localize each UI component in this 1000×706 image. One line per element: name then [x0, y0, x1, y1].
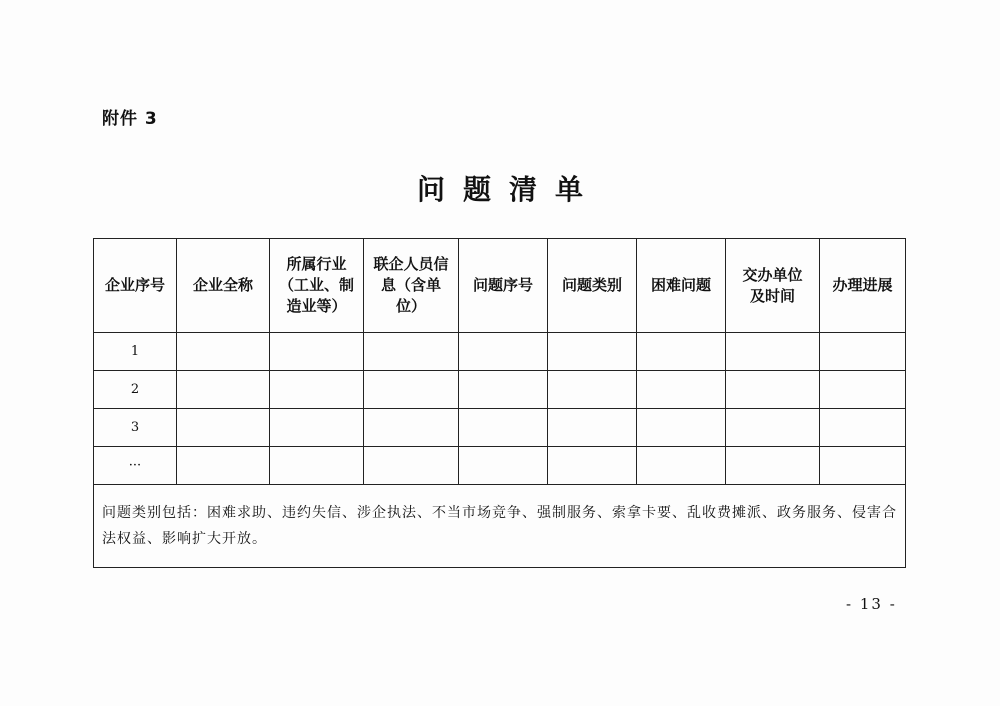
- table-cell: [548, 371, 637, 409]
- row-index: 1: [94, 333, 177, 371]
- table-cell: [548, 333, 637, 371]
- row-index: ···: [94, 447, 177, 485]
- table-note-row: [94, 485, 906, 568]
- page-number: - 13 -: [846, 595, 897, 613]
- table-cell: [726, 447, 820, 485]
- page-title: 问题清单: [416, 173, 601, 206]
- table-cell: [177, 371, 270, 409]
- table-cell: [820, 333, 906, 371]
- table-cell: [270, 447, 364, 485]
- table-cell: [548, 409, 637, 447]
- table-cell: [270, 409, 364, 447]
- table-cell: [177, 447, 270, 485]
- table-header-row: [94, 239, 906, 333]
- table-cell: [364, 447, 459, 485]
- header-progress: 办理进展: [820, 239, 906, 333]
- issue-list-table: [93, 238, 906, 568]
- table-cell: [637, 409, 726, 447]
- table-cell: [820, 409, 906, 447]
- table-cell: [459, 447, 548, 485]
- table-cell: [726, 371, 820, 409]
- header-liaison: 联企人员信息（含单位）: [364, 239, 459, 333]
- header-issue-no: 问题序号: [459, 239, 548, 333]
- attachment-label: 附件 3: [102, 109, 158, 129]
- header-company-name: 企业全称: [177, 239, 270, 333]
- header-assigned-unit-time: 交办单位及时间: [726, 239, 820, 333]
- table-cell: [637, 333, 726, 371]
- table-cell: [726, 333, 820, 371]
- header-industry: 所属行业（工业、制造业等）: [270, 239, 364, 333]
- table-cell: [637, 371, 726, 409]
- table-cell: [726, 409, 820, 447]
- table-row: [94, 447, 906, 485]
- table-cell: [548, 447, 637, 485]
- table-cell: [364, 371, 459, 409]
- table-row: [94, 371, 906, 409]
- table-cell: [177, 409, 270, 447]
- header-company-no: 企业序号: [94, 239, 177, 333]
- table-cell: [459, 371, 548, 409]
- table-cell: [637, 447, 726, 485]
- row-index: 2: [94, 371, 177, 409]
- table-cell: [459, 333, 548, 371]
- table-cell: [364, 333, 459, 371]
- table-cell: [820, 447, 906, 485]
- table-cell: [177, 333, 270, 371]
- row-index: 3: [94, 409, 177, 447]
- issue-category-note: 问题类别包括：困难求助、违约失信、涉企执法、不当市场竞争、强制服务、索拿卡要、乱收费摊派、政务服务、侵害合法权益、影响扩大开放。: [94, 485, 906, 568]
- table-cell: [270, 333, 364, 371]
- table-cell: [270, 371, 364, 409]
- table-row: [94, 409, 906, 447]
- table-cell: [820, 371, 906, 409]
- table-cell: [364, 409, 459, 447]
- header-issue-category: 问题类别: [548, 239, 637, 333]
- header-difficulty: 困难问题: [637, 239, 726, 333]
- table-cell: [459, 409, 548, 447]
- table-row: [94, 333, 906, 371]
